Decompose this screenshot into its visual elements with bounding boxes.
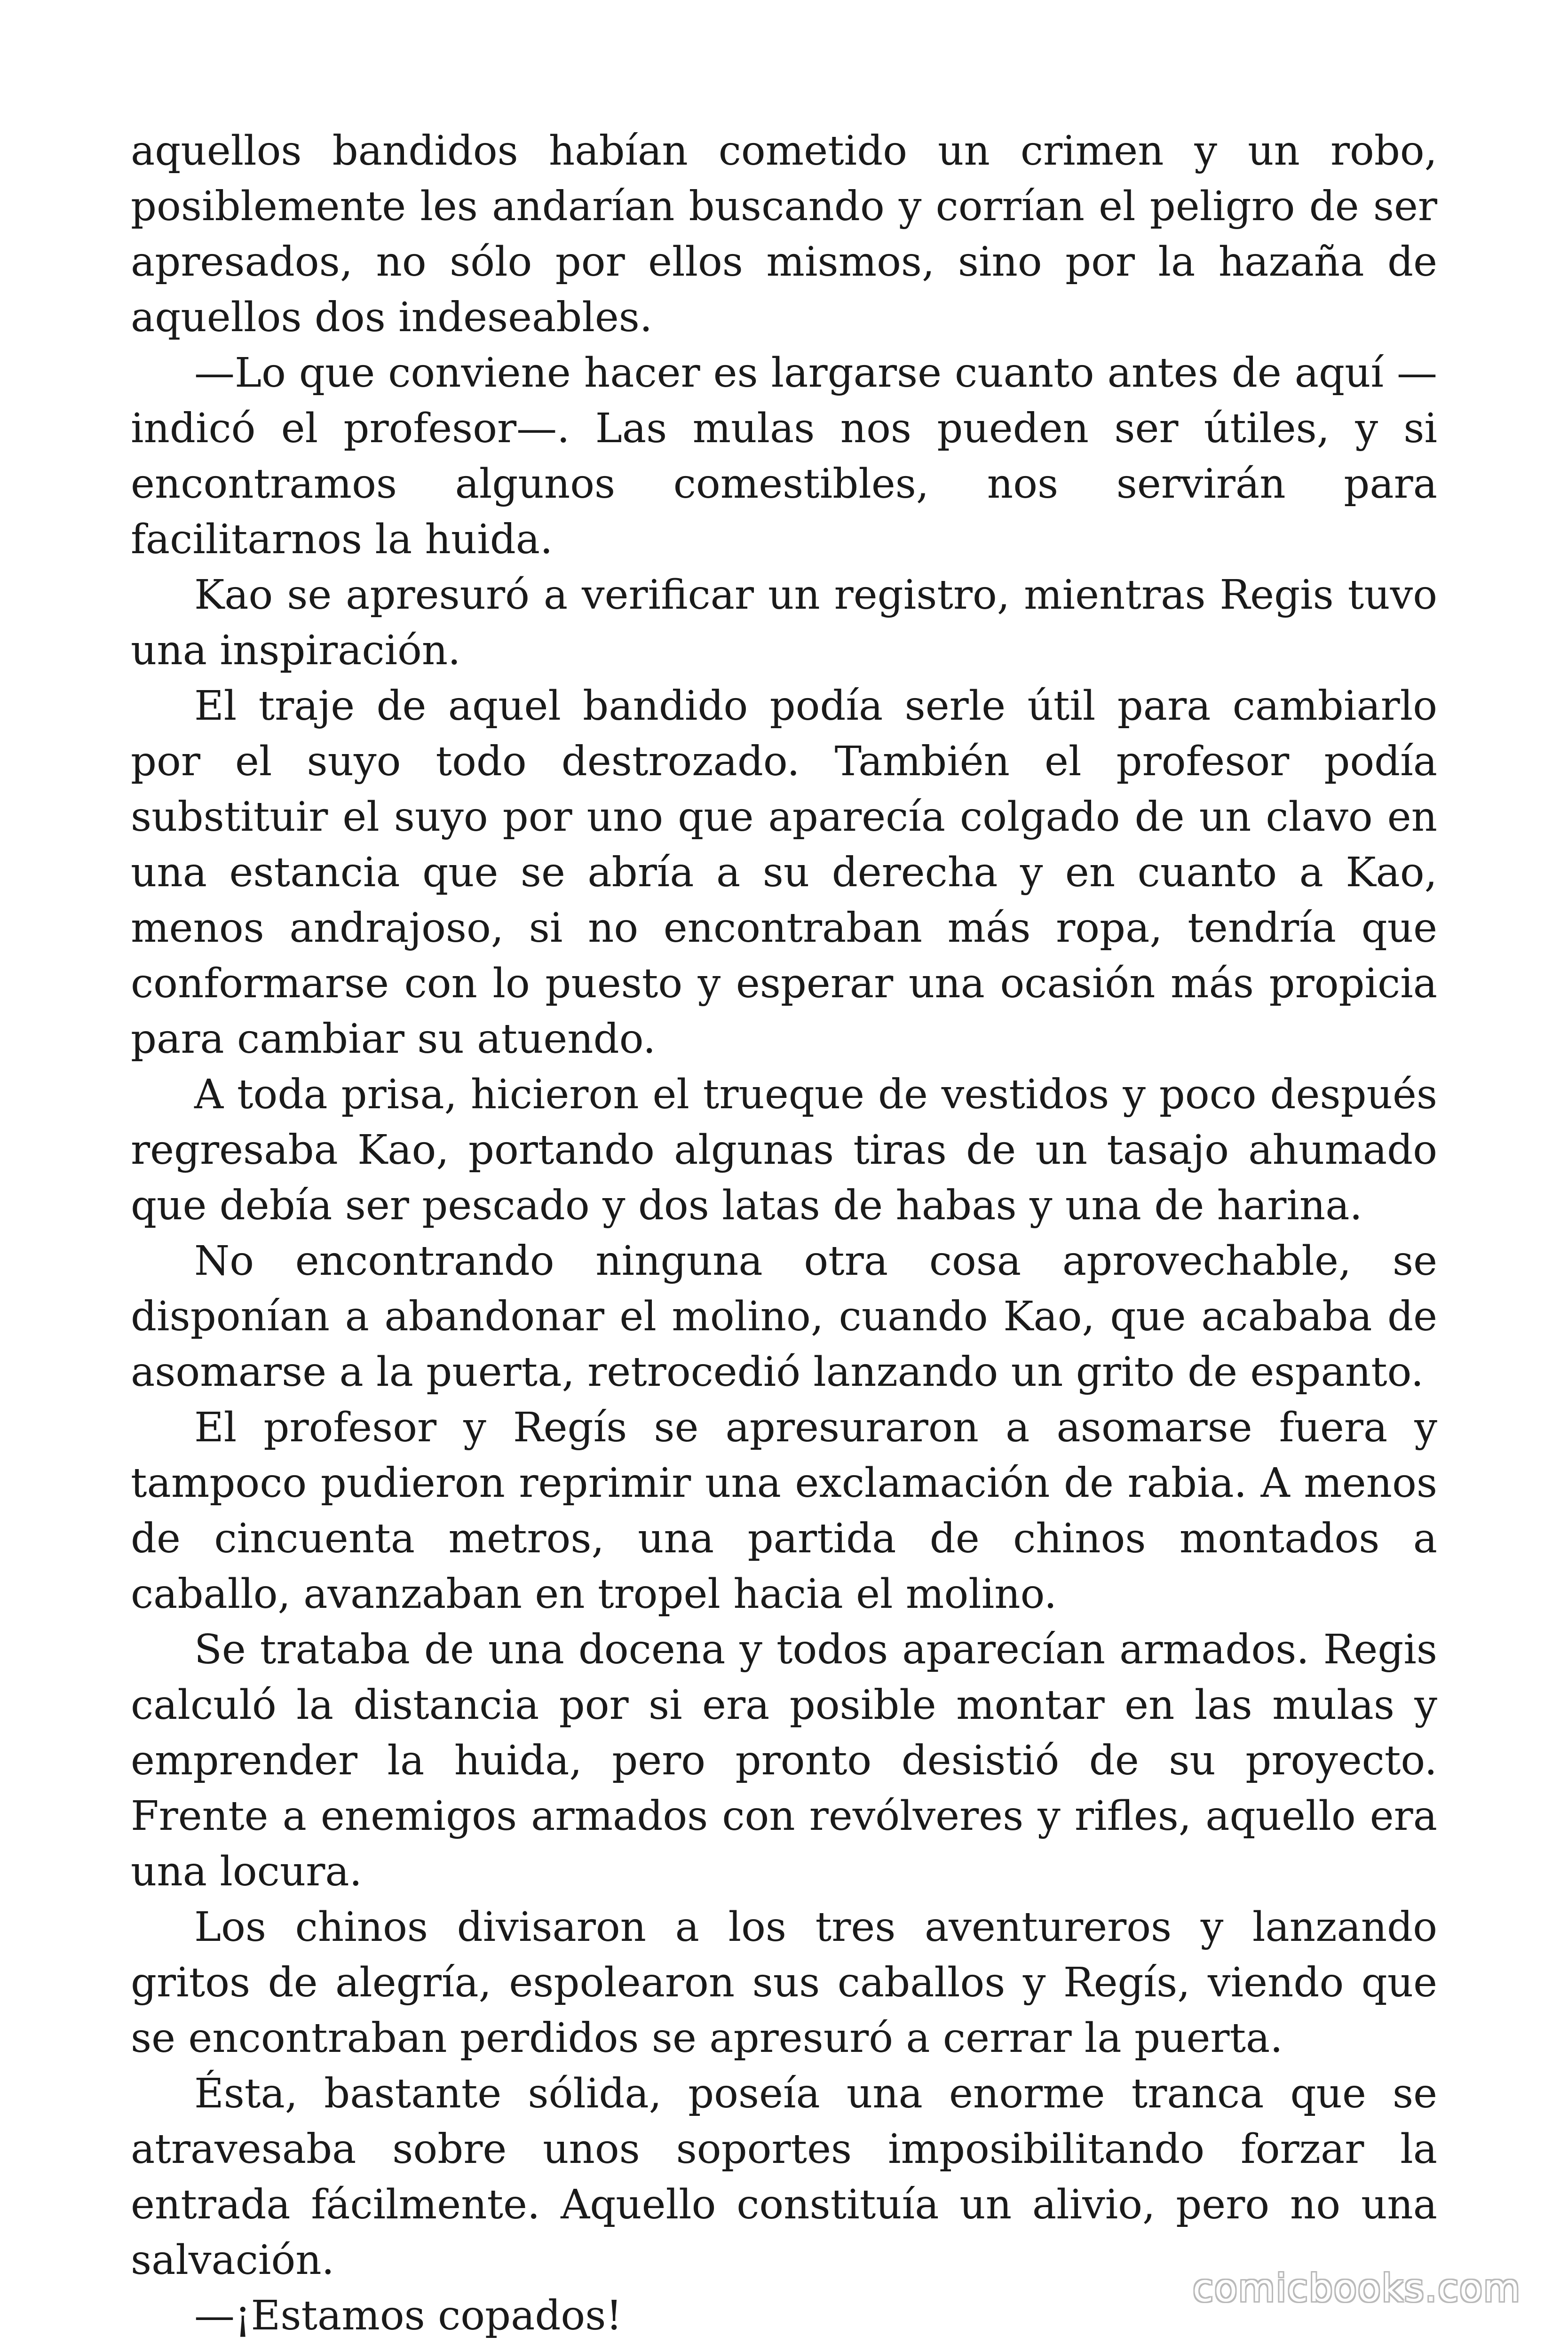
paragraph: No encontrando ninguna otra cosa aprovechable, se disponían a abandonar el molino, cuando Kao, que acababa de asomarse a la puerta, retrocedió lanzando un grito de espanto. <box>131 1238 1437 1396</box>
paragraph: A toda prisa, hicieron el trueque de vestidos y poco después regresaba Kao, portando algunas tiras de un tasajo ahumado que debía ser pescado y dos latas de habas y una de harina. <box>131 1071 1437 1229</box>
page-text-body <box>131 123 1437 2344</box>
paragraph: El traje de aquel bandido podía serle útil para cambiarlo por el suyo todo destrozado. También el profesor podía substituir el suyo por uno que aparecía colgado de un clavo en una estancia que se abría a su derecha y en cuanto a Kao, menos andrajoso, si no encontraban más ropa, tendría que conformarse con lo puesto y esperar una ocasión más propicia para cambiar su atuendo. <box>131 683 1437 1063</box>
paragraph: —Lo que conviene hacer es largarse cuanto antes de aquí —indicó el profesor—. Las mulas nos pueden ser útiles, y si encontramos algunos comestibles, nos servirán para facilitarnos la huida. <box>131 350 1437 563</box>
paragraph-continued: aquellos bandidos habían cometido un crimen y un robo, posiblemente les andarían buscando y corrían el peligro de ser apresados, no sólo por ellos mismos, sino por la hazaña de aquellos dos indeseables. <box>131 127 1437 341</box>
paragraph-dialogue: —¡Estamos copados! <box>194 2292 622 2339</box>
paragraph: Los chinos divisaron a los tres aventureros y lanzando gritos de alegría, espolearon sus caballos y Regís, viendo que se encontraban perdidos se apresuró a cerrar la puerta. <box>131 1904 1437 2062</box>
watermark: comicbooks.com <box>1192 2266 1521 2310</box>
paragraph: El profesor y Regís se apresuraron a asomarse fuera y tampoco pudieron reprimir una exclamación de rabia. A menos de cincuenta metros, una partida de chinos montados a caballo, avanzaban en tropel hacia el molino. <box>131 1404 1437 1618</box>
paragraph: Kao se apresuró a verificar un registro, mientras Regis tuvo una inspiración. <box>131 572 1437 674</box>
paragraph: Ésta, bastante sólida, poseía una enorme tranca que se atravesaba sobre unos soportes imposibilitando forzar la entrada fácilmente. Aquello constituía un alivio, pero no una salvación. <box>131 2070 1437 2284</box>
paragraph: Se trataba de una docena y todos aparecían armados. Regis calculó la distancia por si era posible montar en las mulas y emprender la huida, pero pronto desistió de su proyecto. Frente a enemigos armados con revólveres y rifles, aquello era una locura. <box>131 1626 1437 1895</box>
